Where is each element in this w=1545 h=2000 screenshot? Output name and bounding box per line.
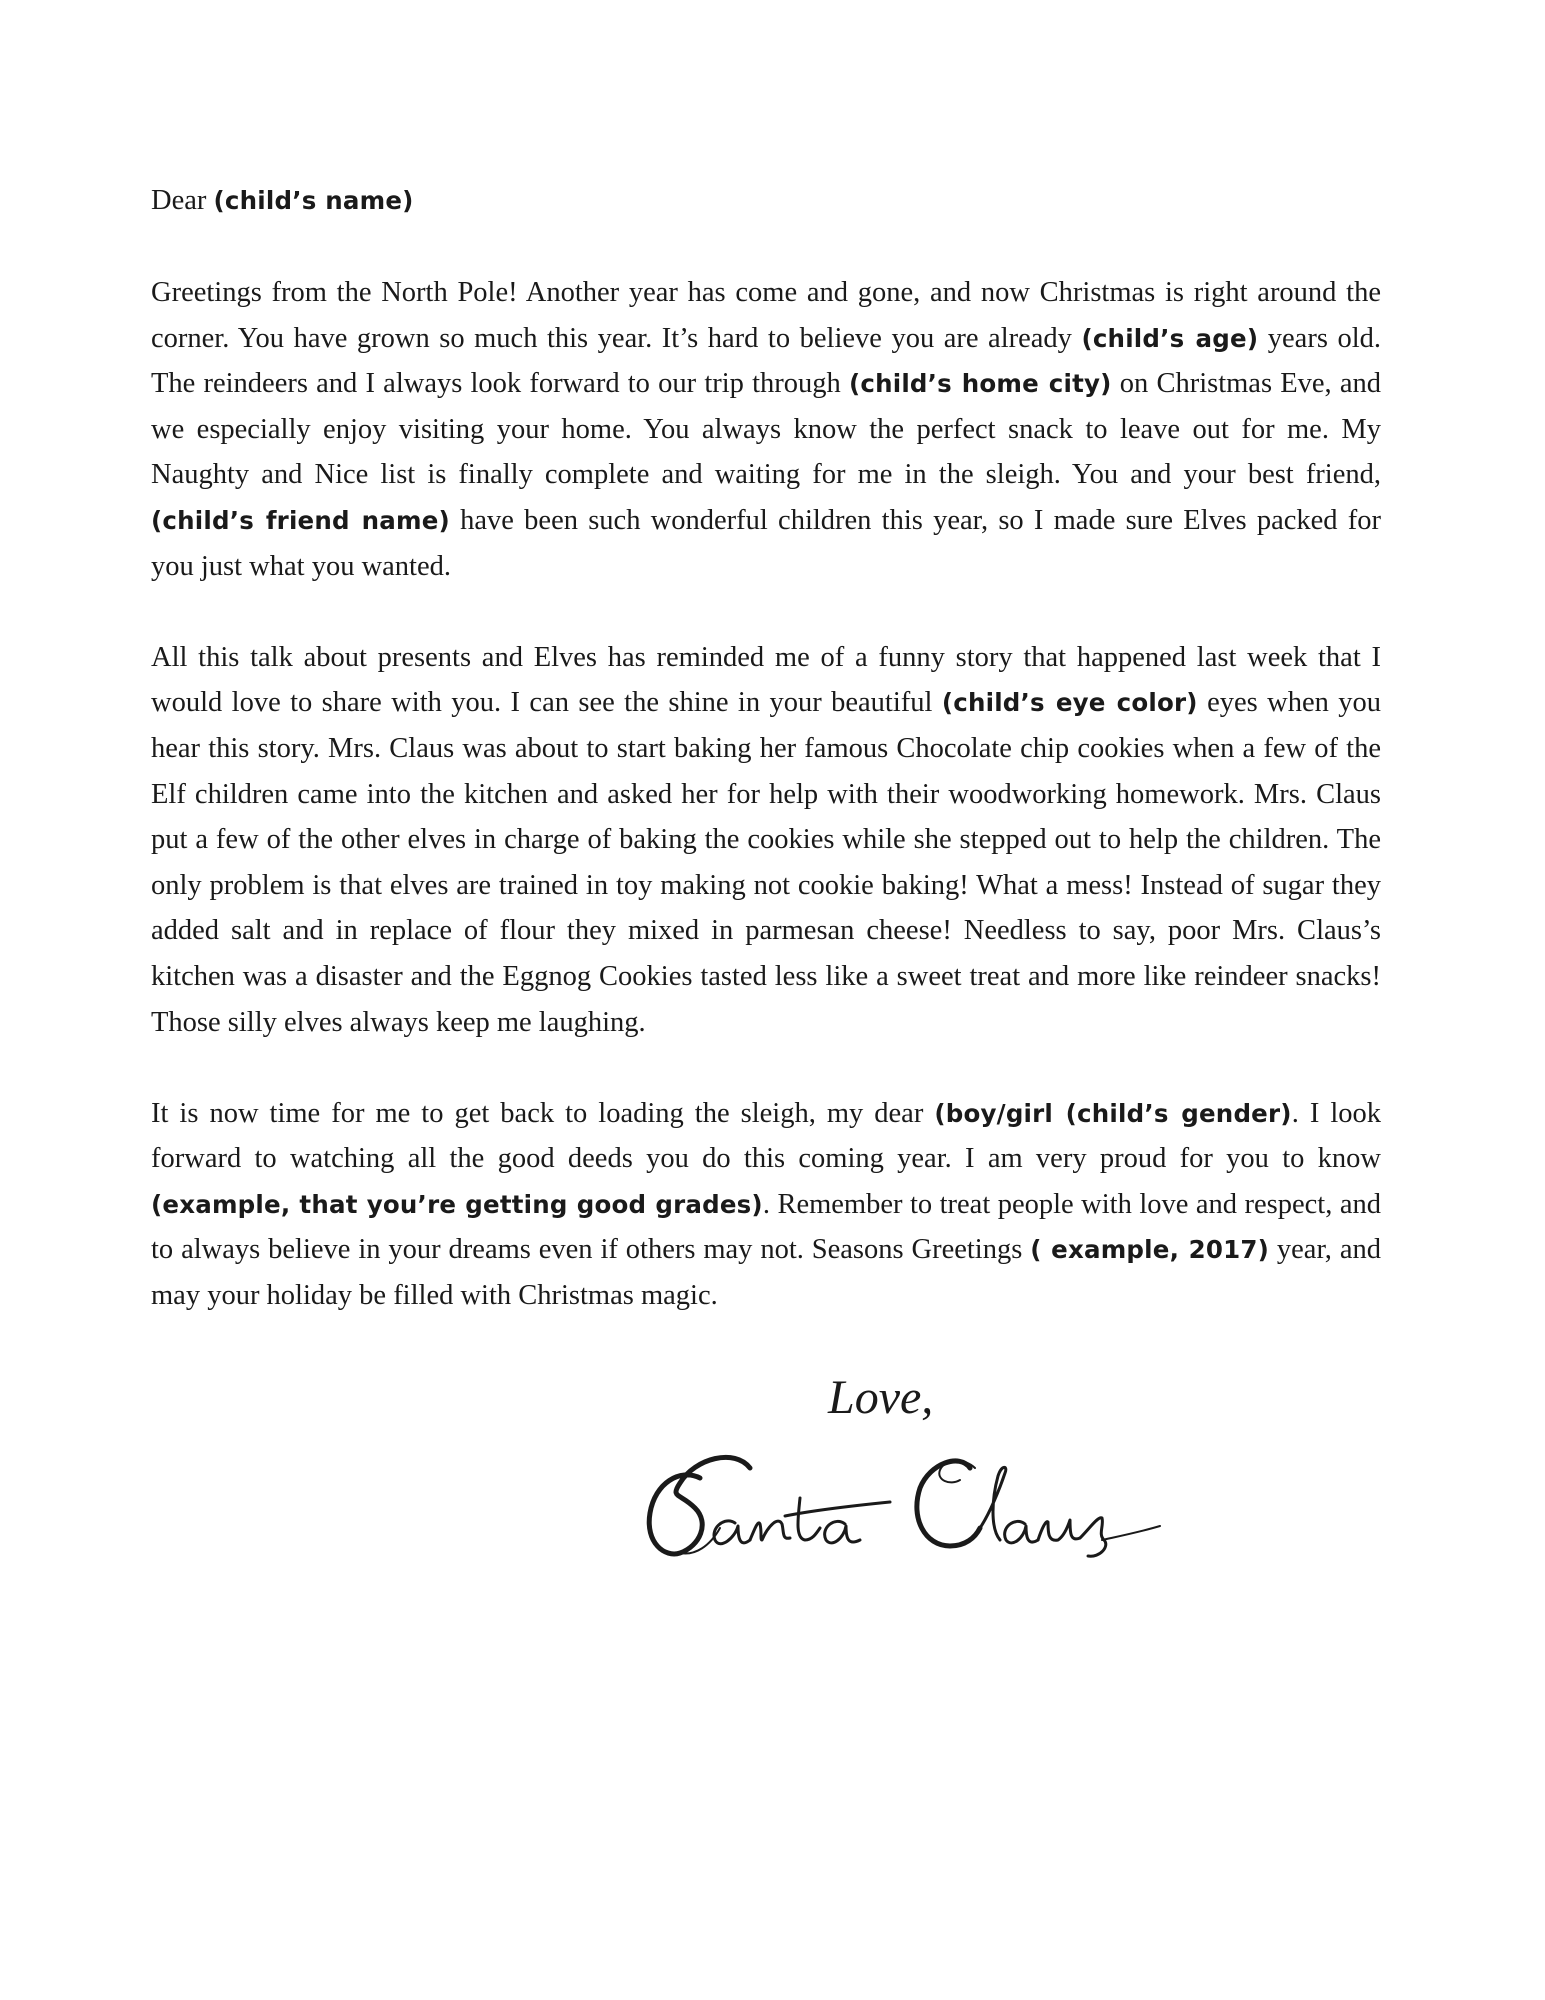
placeholder-field: (boy/girl (child’s gender) — [934, 1098, 1292, 1128]
paragraph-text: . Remember to treat people with love and respect, and to always believe in your dreams even if others may not. Seasons Greetings — [151, 1188, 1381, 1266]
paragraph-text: All this talk about presents and Elves has reminded me of a funny story that happened last week that I would love to share with you. I can see the shine in your beautiful — [151, 641, 1381, 719]
placeholder-field: (child’s home city) — [848, 369, 1112, 399]
letter-body — [151, 178, 1381, 1319]
greeting-word: Dear — [151, 185, 207, 216]
paragraph-story — [151, 635, 1381, 1045]
placeholder-field: (child’s age) — [1081, 323, 1259, 353]
placeholder-field: (child’s eye color) — [941, 688, 1198, 718]
paragraph-greetings — [151, 270, 1381, 589]
paragraph-text: years old. The reindeers and I always look forward to our trip through — [151, 322, 1381, 400]
paragraph-text: on Christmas Eve, and we especially enjoy visiting your home. You always know the perfect snack to leave out for me. My Naughty and Nice list is finally complete and waiting for me in the sleigh. You and your best friend, — [151, 368, 1382, 491]
paragraph-text: It is now time for me to get back to loading the sleigh, my dear — [151, 1097, 935, 1129]
salutation — [151, 178, 1381, 224]
paragraph-text: have been such wonderful children this year, so I made sure Elves packed for you just what you wanted. — [151, 504, 1382, 582]
closing-love: Love, — [828, 1371, 934, 1424]
placeholder-field: ( example, 2017) — [1030, 1235, 1269, 1265]
santa-claus-signature — [640, 1428, 1220, 1578]
paragraph-text: eyes when you hear this story. Mrs. Claus was about to start baking her famous Chocolate chip cookies when a few of the Elf children came into the kitchen and asked her for help with their woodworking homework. Mrs. Claus put a few of the other elves in charge of baking the cookies while she stepped out to help the children. The only problem is that elves are trained in toy making not cookie baking! What a mess! Instead of sugar they added salt and in replace of flour they mixed in parmesan cheese! Needless to say, poor Mrs. Claus’s kitchen was a disaster and the Eggnog Cookies tasted less like a sweet treat and more like reindeer snacks! Those silly elves always keep me laughing. — [151, 687, 1381, 1038]
placeholder-field: (child’s friend name) — [151, 505, 450, 535]
placeholder-field: (example, that you’re getting good grades) — [151, 1189, 763, 1219]
paragraph-text: year, and may your holiday be filled with Christmas magic. — [151, 1234, 1381, 1312]
paragraph-farewell — [151, 1091, 1381, 1319]
paragraph-text: . I look forward to watching all the good deeds you do this coming year. I am very proud for you to know — [151, 1097, 1381, 1175]
child-name-placeholder: (child’s name) — [213, 186, 414, 215]
paragraph-text: Greetings from the North Pole! Another year has come and gone, and now Christmas is right around the corner. You have grown so much this year. It’s hard to believe you are already — [151, 277, 1381, 354]
